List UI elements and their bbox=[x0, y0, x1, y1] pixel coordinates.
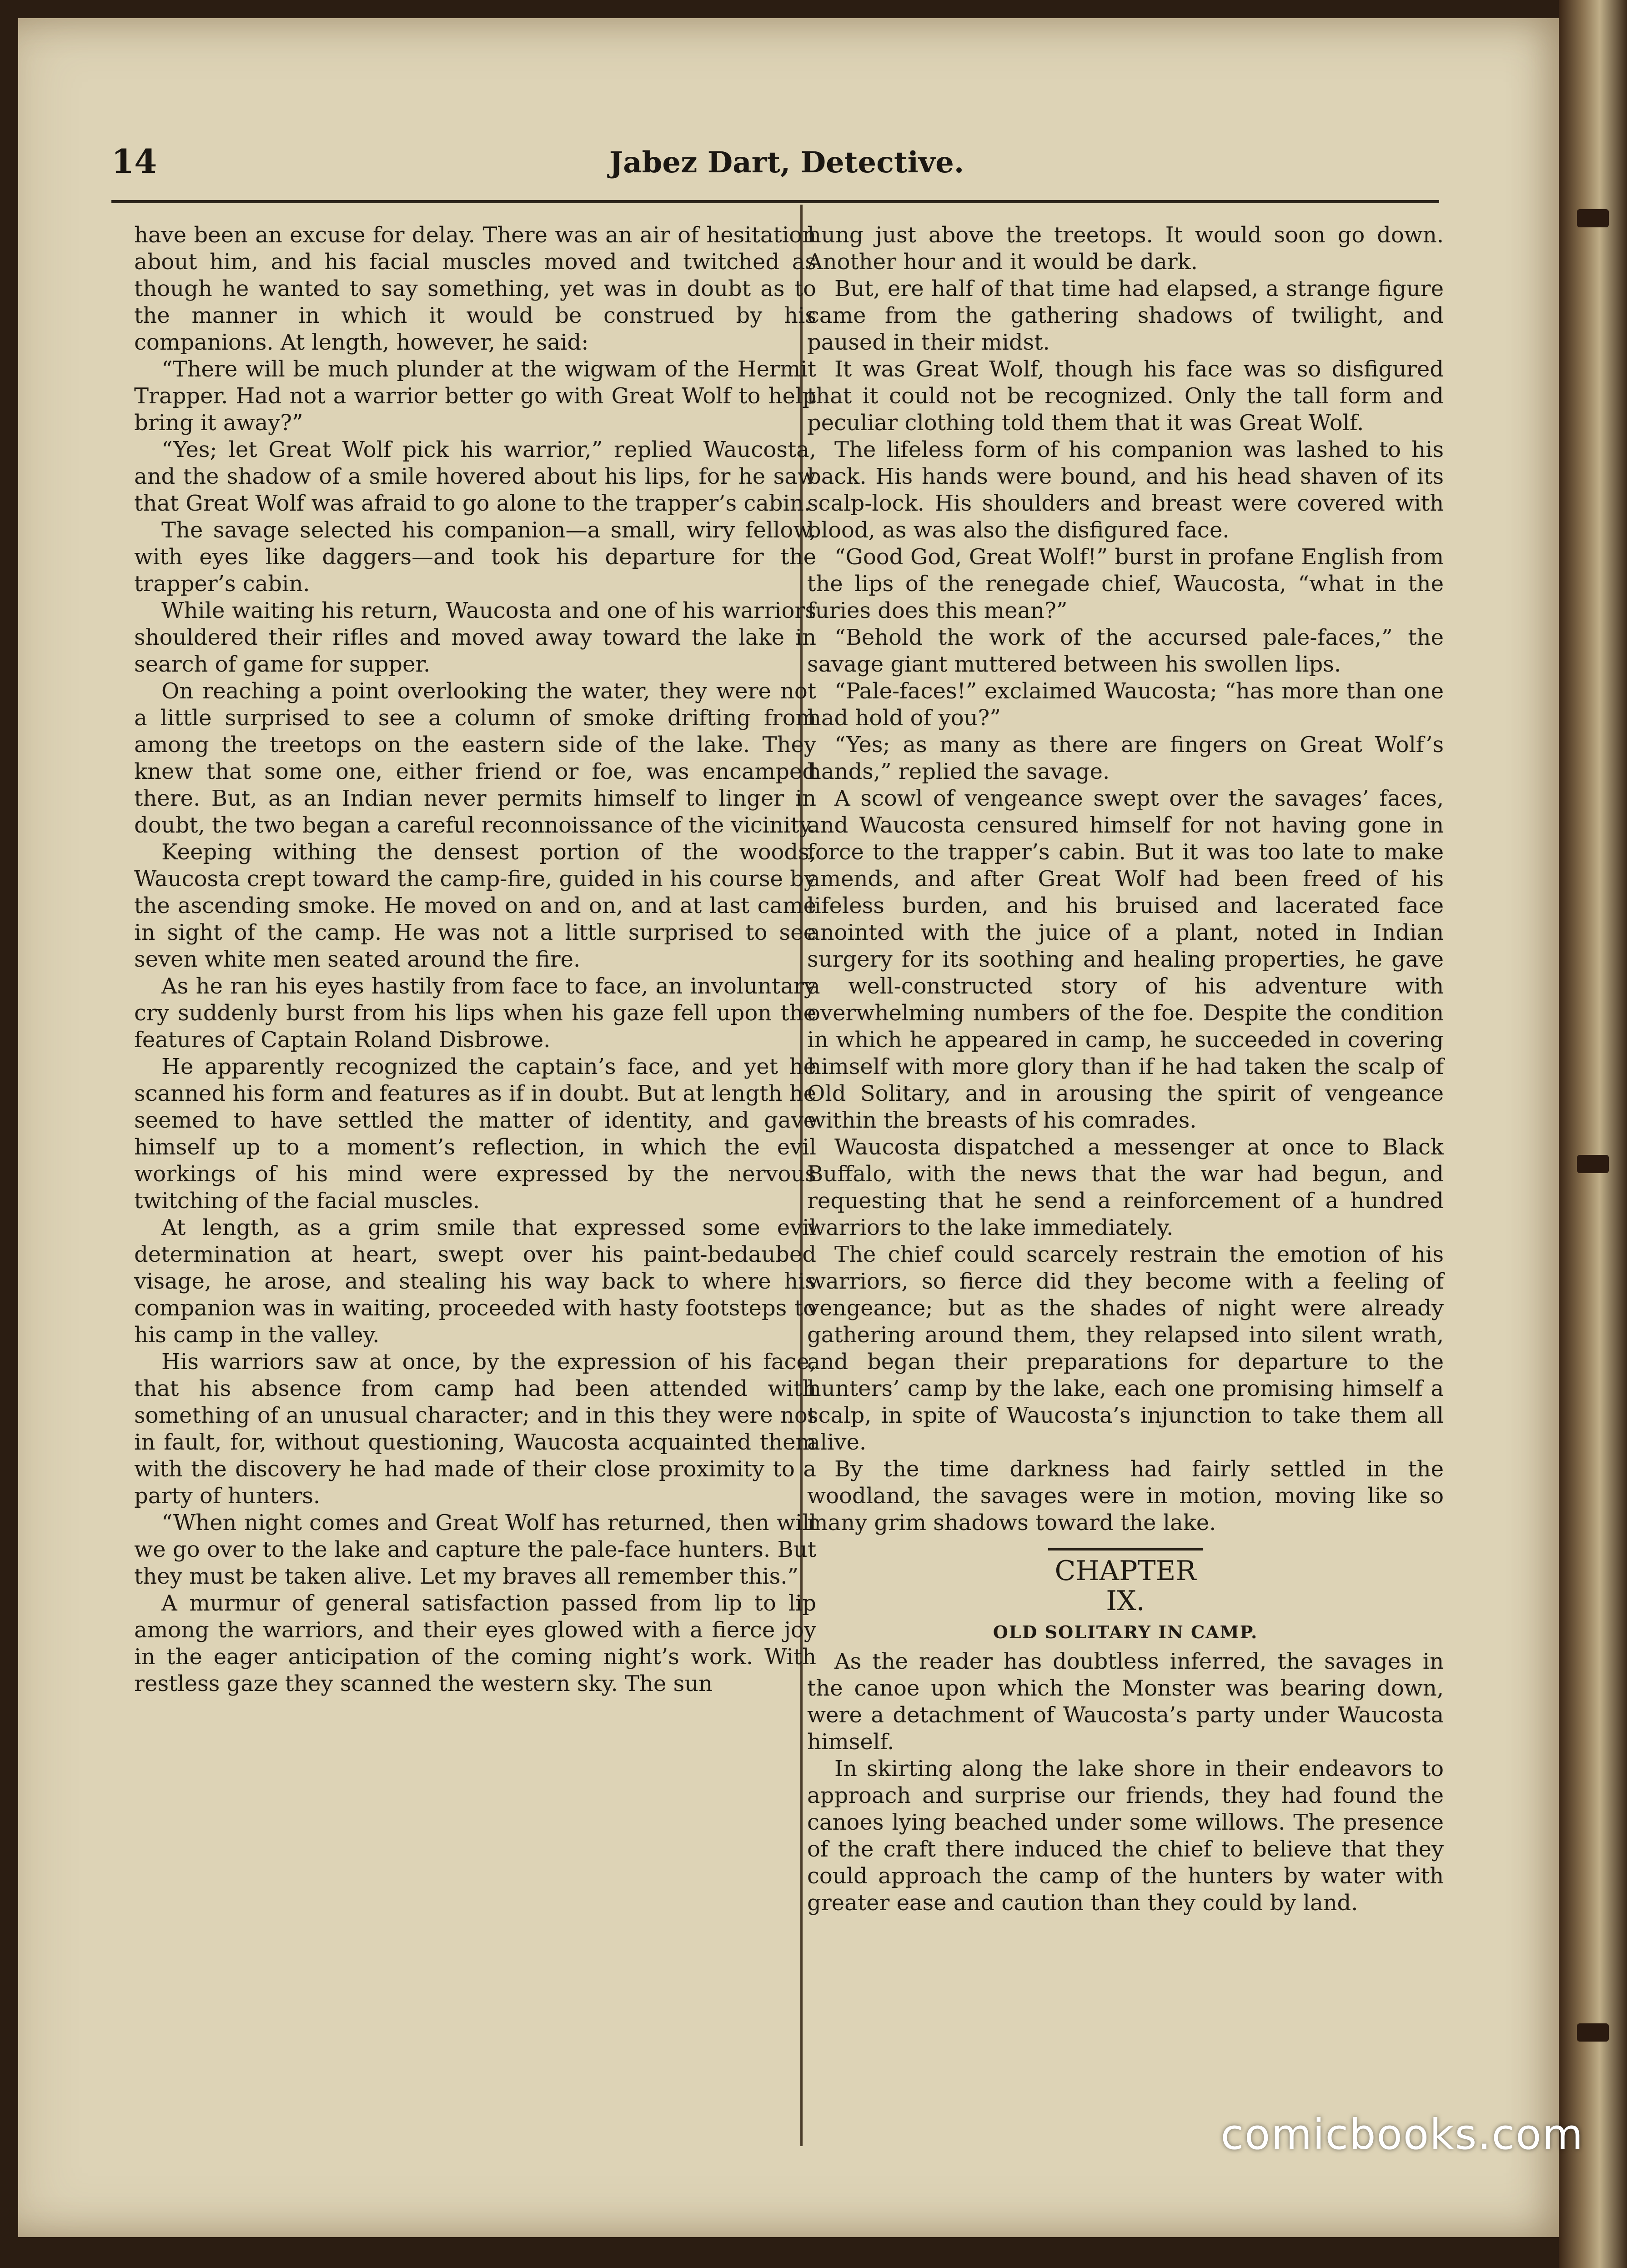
paragraph: By the time darkness had fairly settled in the woodland, the savages were in motion, moving like so many grim shadows toward the lake. bbox=[807, 1456, 1444, 1535]
paragraph: As the reader has doubtless inferred, the savages in the canoe upon which the Monster was bearing down, were a detachment of Waucosta’s party under Waucosta himself. bbox=[807, 1649, 1444, 1755]
paragraph: As he ran his eyes hastily from face to face, an involuntary cry suddenly burst from his lips when his gaze fell upon the features of Captain Roland Disbrowe. bbox=[134, 973, 816, 1053]
paragraph: But, ere half of that time had elapsed, a strange figure came from the gathering shadows of twilight, and paused in their midst. bbox=[807, 276, 1444, 355]
running-head: Jabez Dart, Detective. bbox=[609, 146, 964, 180]
paragraph: In skirting along the lake shore in their endeavors to approach and surprise our friends, they had found the canoes lying beached under some willows. The presence of the craft there induced the chief to believe that they could approach the camp of the hunters by water with greater ease and caution than they could by land. bbox=[807, 1756, 1444, 1916]
page-number: 14 bbox=[111, 142, 157, 181]
paragraph: “Yes; let Great Wolf pick his warrior,” replied Waucosta, and the shadow of a smile hovered about his lips, for he saw that Great Wolf was afraid to go alone to the trapper’s cabin. bbox=[134, 437, 816, 516]
chapter-text bbox=[807, 1648, 1444, 1917]
binding-edge bbox=[1559, 0, 1627, 2268]
paragraph: “When night comes and Great Wolf has returned, then will we go over to the lake and capture the pale-face hunters. But they must be taken alive. Let my braves all remember this.” bbox=[134, 1510, 816, 1589]
chapter-subtitle: OLD SOLITARY IN CAMP. bbox=[993, 1622, 1258, 1642]
paragraph: The chief could scarcely restrain the emotion of his warriors, so fierce did they become with a feeling of vengeance; but as the shades of night were already gathering around them, they relapsed into silent wrath, and began their preparations for departure to the hunters’ camp by the lake, each one promising himself a scalp, in spite of Waucosta’s injunction to take them all alive. bbox=[807, 1242, 1444, 1455]
paragraph: While waiting his return, Waucosta and one of his warriors shouldered their rifles and moved away toward the lake in search of game for supper. bbox=[134, 598, 816, 677]
paragraph: It was Great Wolf, though his face was so disfigured that it could not be recognized. Only the tall form and peculiar clothing told them that it was Great Wolf. bbox=[807, 356, 1444, 436]
chapter-title: CHAPTER IX. bbox=[1048, 1548, 1203, 1616]
paragraph: “Good God, Great Wolf!” burst in profane English from the lips of the renegade chief, Waucosta, “what in the furies does this mean?” bbox=[807, 544, 1444, 623]
paragraph: A scowl of vengeance swept over the savages’ faces, and Waucosta censured himself for not having gone in force to the trapper’s cabin. But it was too late to make amends, and after Great Wolf had been freed of his lifeless burden, and his bruised and lacerated face anointed with the juice of a plant, noted in Indian surgery for its soothing and healing properties, he gave a well-constructed story of his adventure with overwhelming numbers of the foe. Despite the condition in which he appeared in camp, he succeeded in covering himself with more glory than if he had taken the scalp of Old Solitary, and in arousing the spirit of vengeance within the breasts of his comrades. bbox=[807, 786, 1444, 1133]
paragraph: A murmur of general satisfaction passed from lip to lip among the warriors, and their eyes glowed with a fierce joy in the eager anticipation of the coming night’s work. With restless gaze they scanned the western sky. The sun bbox=[134, 1591, 816, 1696]
paragraph: Keeping withing the densest portion of the woods, Waucosta crept toward the camp-fire, guided in his course by the ascending smoke. He moved on and on, and at last came in sight of the camp. He was not a little surprised to see seven white men seated around the fire. bbox=[134, 839, 816, 972]
paragraph: “Yes; as many as there are fingers on Great Wolf’s hands,” replied the savage. bbox=[807, 732, 1444, 784]
paragraph: “There will be much plunder at the wigwam of the Hermit Trapper. Had not a warrior better go with Great Wolf to help bring it away?” bbox=[134, 356, 816, 436]
paragraph: hung just above the treetops. It would soon go down. Another hour and it would be dark. bbox=[807, 222, 1444, 275]
right-column bbox=[807, 222, 1444, 1917]
header-rule bbox=[111, 200, 1439, 203]
paragraph: On reaching a point overlooking the water, they were not a little surprised to see a column of smoke drifting from among the treetops on the eastern side of the lake. They knew that some one, either friend or foe, was encamped there. But, as an Indian never permits himself to linger in doubt, the two began a careful reconnoissance of the vicinity. bbox=[134, 678, 816, 838]
left-column bbox=[134, 222, 816, 1697]
paragraph: At length, as a grim smile that expressed some evil determination at heart, swept over his paint-bedaubed visage, he arose, and stealing his way back to where his companion was in waiting, proceeded with hasty footsteps to his camp in the valley. bbox=[134, 1215, 816, 1348]
paragraph: “Pale-faces!” exclaimed Waucosta; “has more than one had hold of you?” bbox=[807, 678, 1444, 731]
paragraph: His warriors saw at once, by the expression of his face, that his absence from camp had been attended with something of an unusual character; and in this they were not in fault, for, without questioning, Waucosta acquainted them with the discovery he had made of their close proximity to a party of hunters. bbox=[134, 1349, 816, 1509]
paragraph: The savage selected his companion—a small, wiry fellow, with eyes like daggers—and took his departure for the trapper’s cabin. bbox=[134, 517, 816, 597]
paragraph: He apparently recognized the captain’s face, and yet he scanned his form and features as if in doubt. But at length he seemed to have settled the matter of identity, and gave himself up to a moment’s reflection, in which the evil workings of his mind were expressed by the nervous twitching of the facial muscles. bbox=[134, 1054, 816, 1214]
book-page bbox=[18, 18, 1573, 2237]
paragraph: The lifeless form of his companion was lashed to his back. His hands were bound, and his head shaven of its scalp-lock. His shoulders and breast were covered with blood, as was also the disfigured face. bbox=[807, 437, 1444, 543]
staple-top bbox=[1577, 209, 1609, 227]
paragraph: “Behold the work of the accursed pale-faces,” the savage giant muttered between his swollen lips. bbox=[807, 625, 1444, 677]
staple-middle bbox=[1577, 1155, 1609, 1173]
paragraph: have been an excuse for delay. There was an air of hesitation about him, and his facial muscles moved and twitched as though he wanted to say something, yet was in doubt as to the manner in which it would be construed by his companions. At length, however, he said: bbox=[134, 222, 816, 355]
paragraph: Waucosta dispatched a messenger at once to Black Buffalo, with the news that the war had begun, and requesting that he send a reinforcement of a hundred warriors to the lake immediately. bbox=[807, 1134, 1444, 1240]
staple-bottom bbox=[1577, 2023, 1609, 2042]
right-column-text bbox=[807, 222, 1444, 1536]
watermark: comicbooks.com bbox=[1220, 2110, 1584, 2159]
